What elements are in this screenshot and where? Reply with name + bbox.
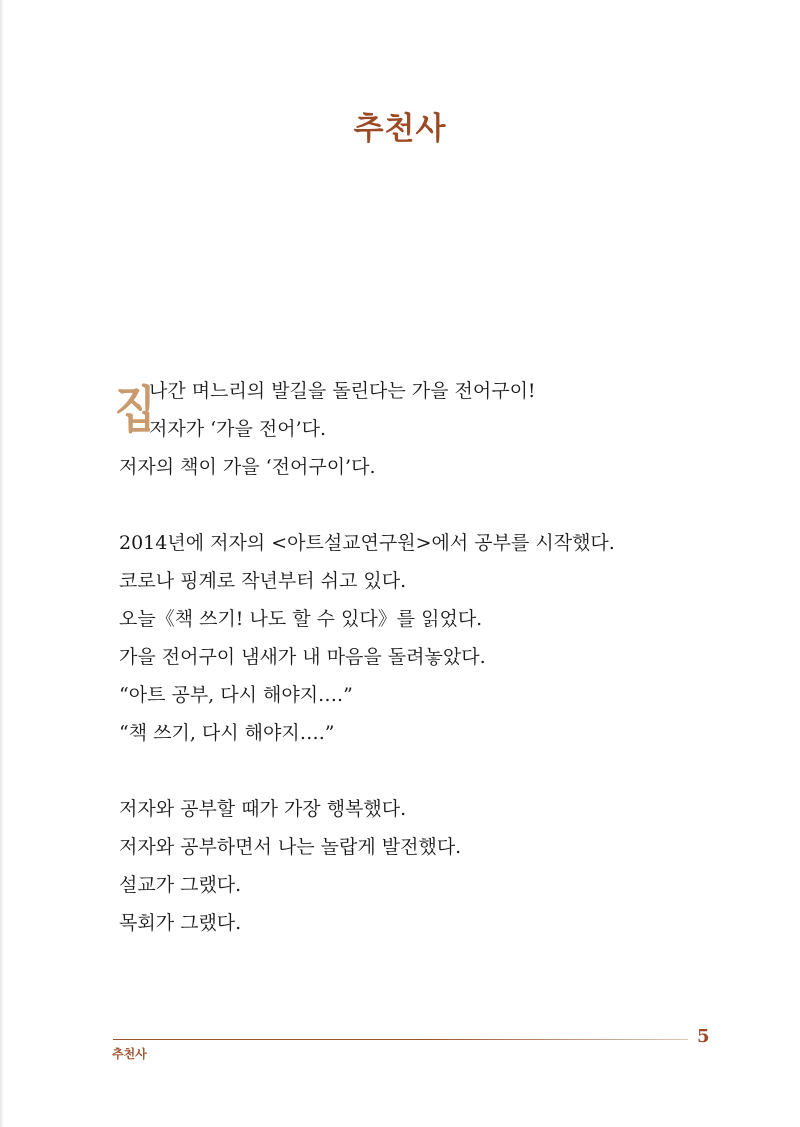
body-text: [114, 372, 719, 942]
text-line: 저자의 책이 가을 ‘전어구이’다.: [119, 456, 376, 478]
text-line: 저자와 공부할 때가 가장 행복했다.: [119, 798, 407, 820]
text-line: 2014년에 저자의 <아트설교연구원>에서 공부를 시작했다.: [119, 532, 615, 554]
paragraph-3: [119, 790, 719, 942]
text-line: 목회가 그랬다.: [119, 912, 242, 934]
paragraph-gap: [119, 752, 719, 790]
text-line: 오늘《책 쓰기! 나도 할 수 있다》를 읽었다.: [119, 608, 483, 630]
text-line: 가을 전어구이 냄새가 내 마음을 돌려놓았다.: [119, 646, 486, 668]
text-line: “책 쓰기, 다시 해야지….”: [119, 722, 335, 744]
footer-divider: [113, 1039, 688, 1040]
paragraph-gap: [119, 486, 719, 524]
text-line: “아트 공부, 다시 해야지….”: [119, 684, 353, 706]
text-line: 저자와 공부하면서 나는 놀랍게 발전했다.: [119, 836, 462, 858]
text-line: 코로나 핑계로 작년부터 쉬고 있다.: [119, 570, 407, 592]
paragraph-1: [114, 372, 719, 486]
page-title: 추천사: [353, 111, 447, 147]
text-line: 나간 며느리의 발길을 돌린다는 가을 전어구이!: [149, 380, 536, 402]
page-number: 5: [697, 1026, 710, 1047]
paragraph-2: [119, 524, 719, 752]
text-line: 설교가 그랬다.: [119, 874, 242, 896]
page-edge-shadow: [0, 0, 4, 1127]
text-line: 저자가 ‘가을 전어’다.: [149, 418, 327, 440]
drop-cap: 집: [114, 381, 156, 439]
running-footer-section: 추천사: [112, 1047, 147, 1061]
